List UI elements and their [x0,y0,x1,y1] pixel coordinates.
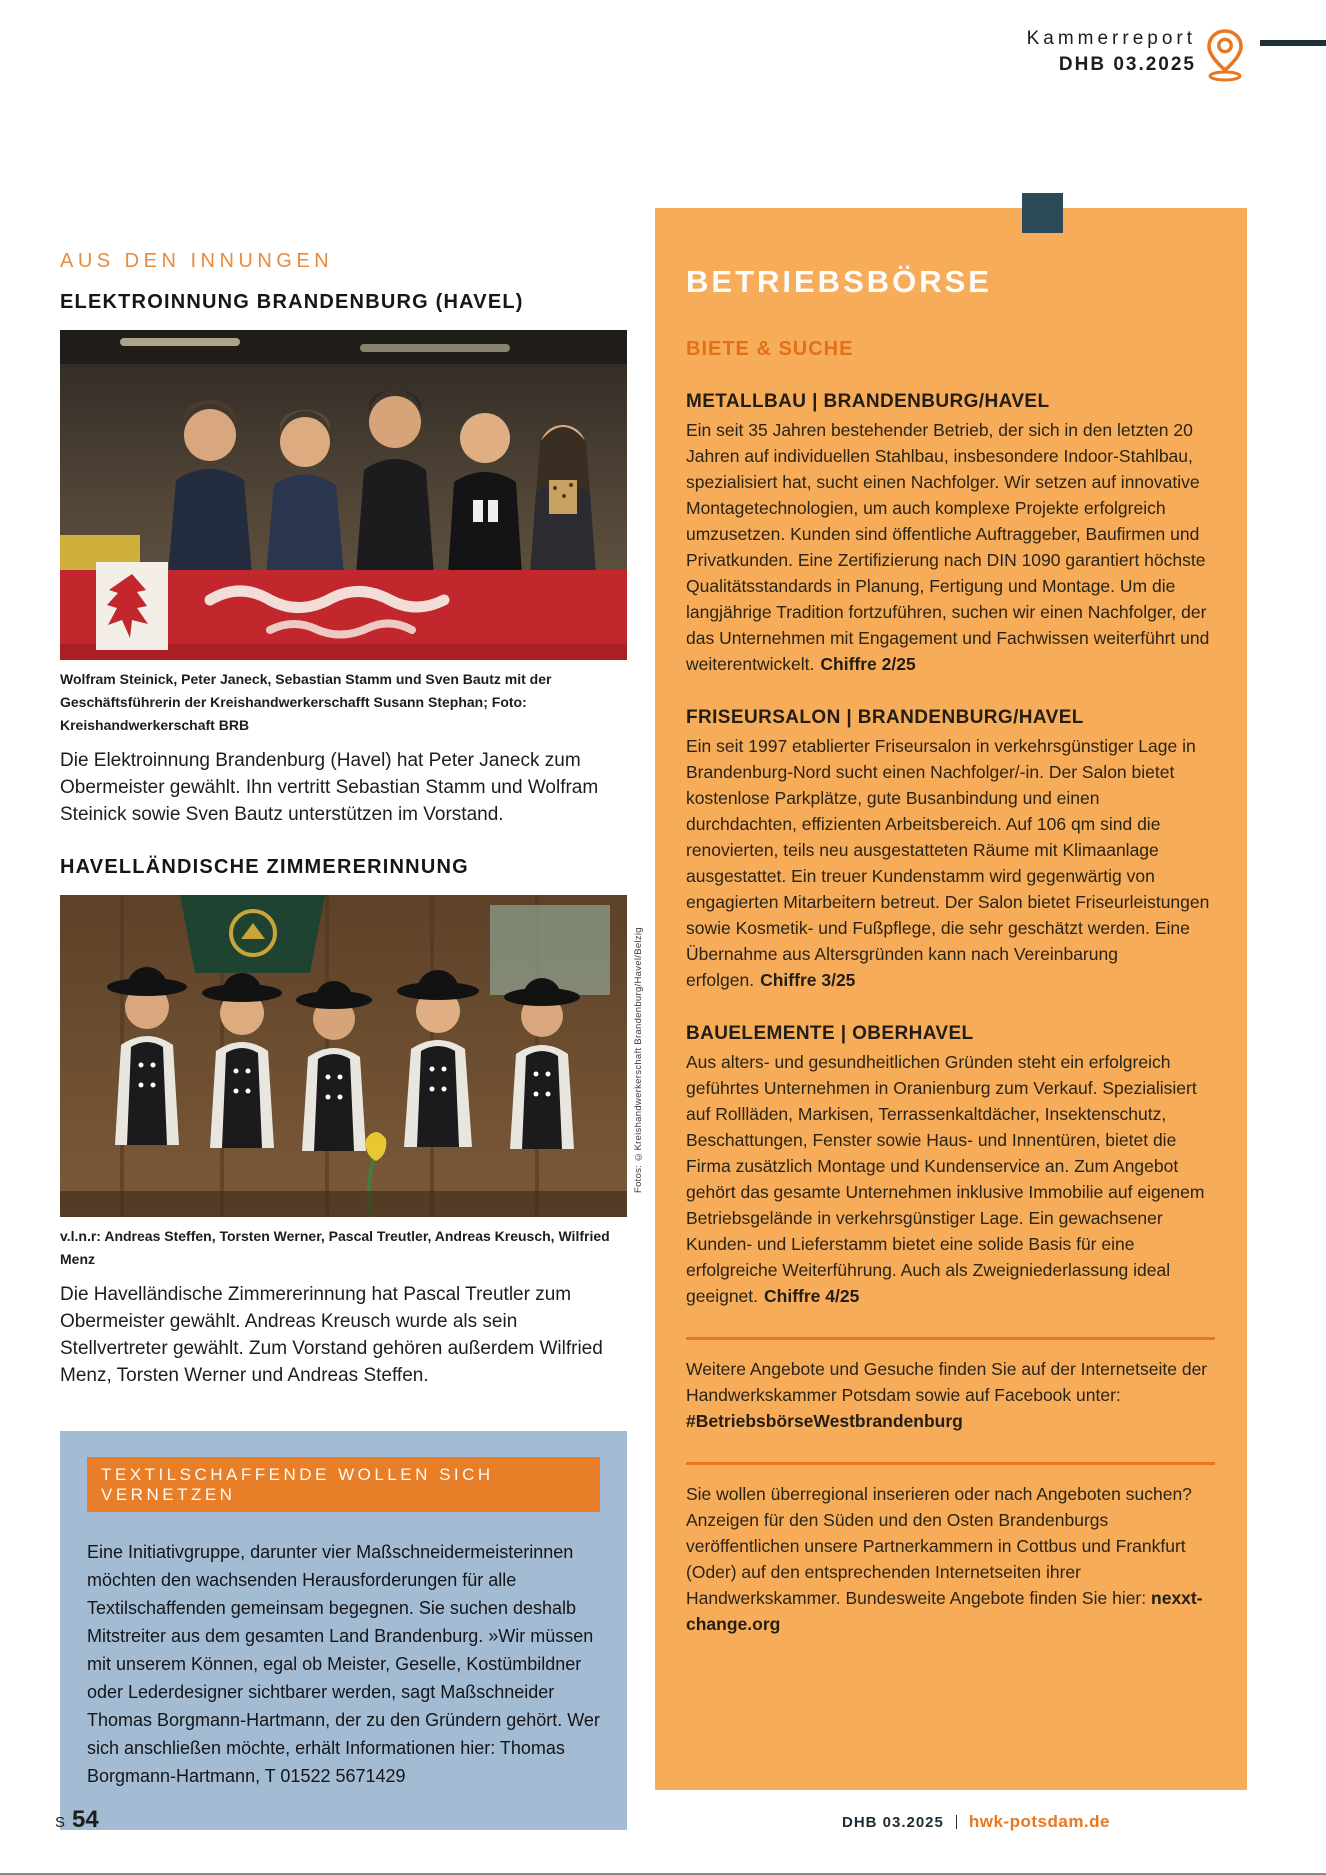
article2-caption: v.l.n.r: Andreas Steffen, Torsten Werner, Pascal Treutler, Andreas Kreusch, Wilfried Menz [60,1228,610,1267]
listing-heading: FRISEURSALON | BRANDENBURG/HAVEL [686,707,1084,728]
panel-subtitle: BIETE & SUCHE [686,338,854,360]
listing-text: Aus alters- und gesundheitlichen Gründen steht ein erfolgreich geführtes Unternehmen in Oranienburg zum Verkauf. Spezialisiert auf Rollläden, Markisen, Terrassenkaltdächer, Insektenschutz, Beschattungen, Fenster sowie Haus- und Innentüren, bietet die Firma zusätzlich Montage und Kundenservice an. Zum Angebot gehört das gesamte Unternehmen inklusive Immobilie auf eigenem Betriebsgelände in verkehrsgünstiger Lage. Ein gewachsener Kunden- und Lieferstamm bietet eine solide Basis für eine erfolgreiche Weiterführung. Auch als Zweigniederlassung ideal geeignet. [686,1052,1205,1306]
article1-title: ELEKTROINNUNG BRANDENBURG (HAVEL) [60,291,524,313]
panel-divider [686,1337,1215,1340]
article1-caption: Wolfram Steinick, Peter Janeck, Sebastian Stamm und Sven Bautz mit der Geschäftsführerin der Kreishandwerkerschafft Susann Stephan; Foto: Kreishandwerkerschaft BRB [60,671,552,733]
panel-divider [686,1462,1215,1465]
listing-body [686,1049,1215,1309]
infobox-body: Eine Initiativgruppe, darunter vier Maßschneidermeisterinnen möchten den wachsenden Herausforderungen für alle Textilschaffenden gemeinsam begegnen. Sie suchen deshalb Mitstreiter aus dem gesamten Land Brandenburg. »Wir müssen mit unserem Können, egal ob Meister, Geselle, Kostümbildner oder Lederdesigner sichtbarer werden, sagt Maßschneider Thomas Borgmann-Hartmann, der zu den Gründern gehört. Wer sich anschließen möchte, erhält Informationen hier: Thomas Borgmann-Hartmann, T 01522 5671429 [87,1542,600,1786]
footer-page-num: 54 [72,1806,99,1833]
header-kicker: Kammerreport [1026,28,1196,49]
listing-text: Ein seit 35 Jahren bestehender Betrieb, der sich in den letzten 20 Jahren auf individuellen Stahlbau, insbesondere Indoor-Stahlbau, spezialisiert hat, sucht einen Nachfolger. Wir setzen auf innovative Montagetechnologien, um auch komplexe Projekte erfolgreich umzusetzen. Kunden sind öffentliche Auftraggeber, Baufirmen und Privatkunden. Eine Zertifizierung nach DIN 1090 garantiert höchste Qualitätsstandards in Planung, Fertigung und Montage. Um die langjährige Tradition fortzuführen, suchen wir einen Nachfolger, der das Unternehmen mit Engagement und Fachwissen weiterführt und weiterentwickelt. [686,420,1210,674]
article1-body: Die Elektroinnung Brandenburg (Havel) hat Peter Janeck zum Obermeister gewählt. Ihn vertritt Sebastian Stamm und Wolfram Steinick sowie Sven Bautz unterstützen im Vorstand. [60,750,599,825]
footer-page-prefix: S [55,1814,66,1831]
left-column [60,250,627,1830]
facebook-hashtag-link[interactable]: #BetriebsbörseWestbrandenburg [686,1411,963,1431]
listing-bauelemente [686,1023,1215,1309]
listing-chiffre: Chiffre 3/25 [760,970,856,990]
header-rule [1260,40,1326,46]
betriebsboerse-panel [655,208,1247,1790]
textile-infobox [60,1431,627,1830]
listing-text: Ein seit 1997 etablierter Friseursalon in verkehrsgünstiger Lage in Brandenburg-Nord sucht einen Nachfolger/-in. Der Salon bietet kostenlose Parkplätze, gute Busanbindung und einen durchdachten, effizienten Arbeitsbereich. Auf 106 qm sind die renovierten, teils neu ausgestatteten Räume mit Klimaanlage ausgestattet. Ein treuer Kundenstamm wird gegenwärtig von engagierten Mitarbeitern betreut. Der Salon bietet Friseurleistungen sowie Kosmetik- und Fußpflege, die sehr geschätzt werden. Eine Übernahme aus Altersgründen kann nach Vereinbarung erfolgen. [686,736,1210,990]
footer-page-number [55,1806,99,1834]
listing-body [686,733,1215,993]
location-pin-icon [1202,26,1248,82]
section-kicker: AUS DEN INNUNGEN [60,250,334,272]
footer-issue: DHB 03.2025 [841,1814,944,1831]
header-issue: DHB 03.2025 [1058,54,1196,75]
panel-title: BETRIEBSBÖRSE [686,264,992,299]
article2-title: HAVELLÄNDISCHE ZIMMERERINNUNG [60,856,469,878]
article2-body: Die Havelländische Zimmererinnung hat Pascal Treutler zum Obermeister gewählt. Andreas Kreusch wurde als sein Stellvertreter gewählt. Zum Vorstand gehören außerdem Wilfried Menz, Torsten Werner und Andreas Steffen. [60,1284,603,1386]
panel-note-regional [686,1481,1215,1637]
footer-website-link[interactable]: hwk-potsdam.de [968,1812,1110,1831]
listing-friseursalon [686,707,1215,993]
note-text: Sie wollen überregional inserieren oder nach Angeboten suchen? Anzeigen für den Süden und den Osten Brandenburgs veröffentlichen unsere Partnerkammern in Cottbus und Frankfurt (Oder) auf den entsprechenden Internetseiten ihrer Handwerkskammer. Bundesweite Angebote finden Sie hier: [686,1484,1192,1608]
footer-separator [956,1815,957,1829]
panel-note-web: Weitere Angebote und Gesuche finden Sie auf der Internetseite der Handwerkskammer Potsdam sowie auf Facebook unter: [686,1359,1208,1405]
page-header [1027,28,1196,76]
photo-credit: Fotos: ©Kreishandwerkerschaft Brandenburg/Havel/Belzig [633,927,644,1193]
listing-chiffre: Chiffre 4/25 [764,1286,860,1306]
infobox-title: TEXTILSCHAFFENDE WOLLEN SICH VERNETZEN [87,1457,600,1512]
listing-heading: METALLBAU | BRANDENBURG/HAVEL [686,391,1050,412]
listing-heading: BAUELEMENTE | OBERHAVEL [686,1023,974,1044]
nexxt-change-link[interactable]: nexxt-change.org [686,1588,1203,1634]
footer-meta [842,1812,1110,1832]
photo-zimmererinnung [60,895,627,1217]
listing-chiffre: Chiffre 2/25 [820,654,916,674]
listing-metallbau [686,391,1215,677]
listing-body [686,417,1215,677]
corner-accent-square [1022,193,1063,233]
photo-elektroinnung [60,330,627,660]
